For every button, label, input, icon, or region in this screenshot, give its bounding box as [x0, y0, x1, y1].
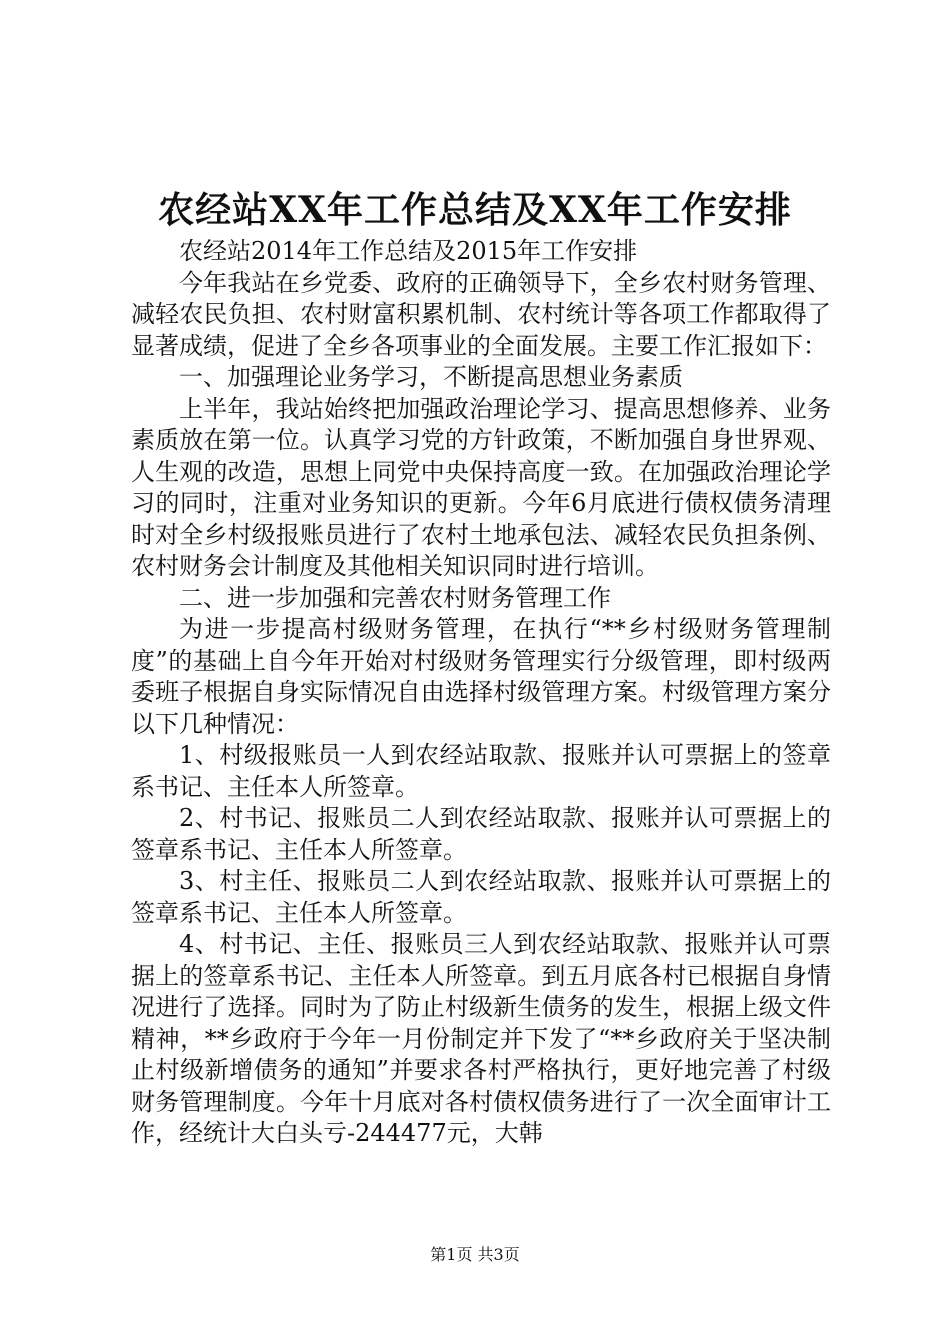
list-item-4: 4、村书记、主任、报账员三人到农经站取款、报账并认可票据上的签章系书记、主任本人所签章。到五月底各村已根据自身情况进行了选择。同时为了防止村级新生债务的发生，根据上级文件精神，**乡政府于今年一月份制定并下发了“**乡政府关于坚决制止村级新增债务的通知”并要求各村严格执行，更好地完善了村级财务管理制度。今年十月底对各村债权债务进行了一次全面审计工作，经统计大白头亏-244477元，大韩: [131, 930, 831, 1147]
list-item-1: 1、村级报账员一人到农经站取款、报账并认可票据上的签章系书记、主任本人所签章。: [131, 741, 831, 801]
document-body: [131, 236, 831, 1150]
list-item-2: 2、村书记、报账员二人到农经站取款、报账并认可票据上的签章系书记、主任本人所签章。: [131, 804, 831, 864]
page-footer: 第1页 共3页: [430, 1245, 520, 1264]
section-heading-1: 一、加强理论业务学习，不断提高思想业务素质: [179, 363, 683, 391]
document-title: 农经站XX年工作总结及XX年工作安排: [158, 189, 792, 231]
section-heading-2: 二、进一步加强和完善农村财务管理工作: [179, 583, 611, 612]
section-2-paragraph: 为进一步提高村级财务管理，在执行“**乡村级财务管理制度”的基础上自今年开始对村级财务管理实行分级管理，即村级两委班子根据自身实际情况自由选择村级管理方案。村级管理方案分以下几种情况：: [131, 615, 831, 738]
subtitle-paragraph: 农经站2014年工作总结及2015年工作安排: [179, 237, 638, 265]
intro-paragraph: 今年我站在乡党委、政府的正确领导下，全乡农村财务管理、减轻农民负担、农村财富积累机制、农村统计等各项工作都取得了显著成绩，促进了全乡各项事业的全面发展。主要工作汇报如下：: [131, 268, 831, 360]
list-item-3: 3、村主任、报账员二人到农经站取款、报账并认可票据上的签章系书记、主任本人所签章。: [131, 867, 831, 927]
section-1-paragraph: 上半年，我站始终把加强政治理论学习、提高思想修养、业务素质放在第一位。认真学习党的方针政策，不断加强自身世界观、人生观的改造，思想上同党中央保持高度一致。在加强政治理论学习的同时，注重对业务知识的更新。今年6月底进行债权债务清理时对全乡村级报账员进行了农村土地承包法、减轻农民负担条例、农村财务会计制度及其他相关知识同时进行培训。: [131, 394, 831, 580]
